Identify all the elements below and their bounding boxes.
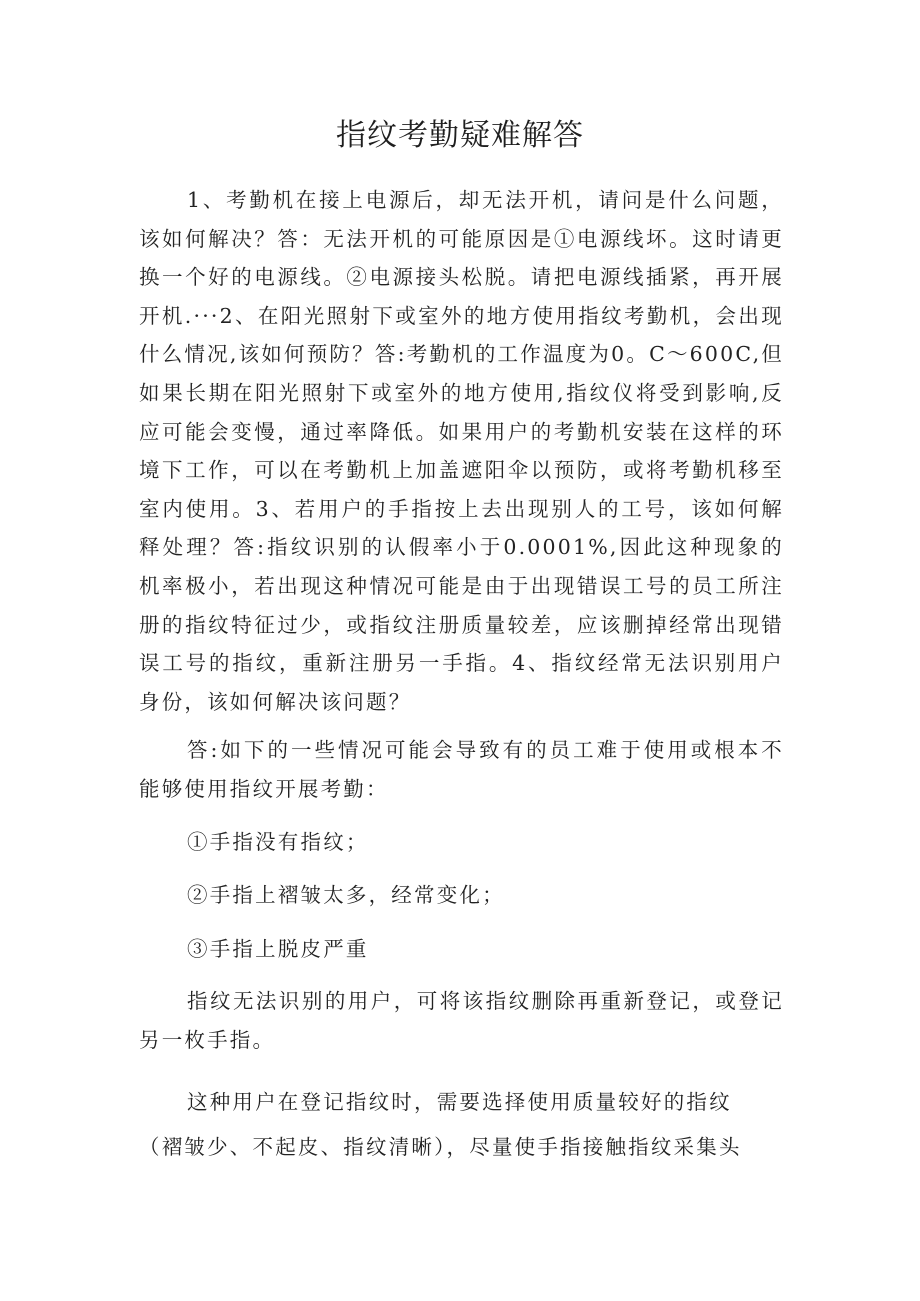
paragraph-enrollment-detail: （褶皱少、不起皮、指纹清晰），尽量使手指接触指纹采集头 [139, 1135, 742, 1160]
document-title: 指纹考勤疑难解答 [336, 118, 584, 153]
paragraph-reason-1: ①手指没有指纹； [187, 829, 369, 854]
paragraph-reason-2: ②手指上褶皱太多，经常变化； [187, 883, 505, 908]
paragraph-solution: 指纹无法识别的用户，可将该指纹删除再重新登记，或登记另一枚手指。 [139, 989, 784, 1052]
paragraph-faq-1-to-4: 1、考勤机在接上电源后，却无法开机，请问是什么问题，该如何解决？答：无法开机的可能原因是①电源线坏。这时请更换一个好的电源线。②电源接头松脱。请把电源线插紧，再开展开机.···2、在阳光照射下或室外的地方使用指纹考勤机，会出现什么情况,该如何预防？答:考勤机的工作温度为0。C～600C,但如果长期在阳光照射下或室外的地方使用,指纹仪将受到影响,反应可能会变慢，通过率降低。如果用户的考勤机安装在这样的环境下工作，可以在考勤机上加盖遮阳伞以预防，或将考勤机移至室内使用。3、若用户的手指按上去出现别人的工号，该如何解释处理？答:指纹识别的认假率小于0.0001%,因此这种现象的机率极小，若出现这种情况可能是由于出现错误工号的员工所注册的指纹特征过少，或指纹注册质量较差，应该删掉经常出现错误工号的指纹，重新注册另一手指。4、指纹经常无法识别用户身份，该如何解决该问题？ [139, 188, 784, 714]
paragraph-enrollment-tip: 这种用户在登记指纹时，需要选择使用质量较好的指纹 [187, 1090, 732, 1115]
paragraph-answer-intro: 答:如下的一些情况可能会导致有的员工难于使用或根本不能够使用指纹开展考勤： [139, 738, 784, 801]
paragraph-reason-3: ③手指上脱皮严重 [187, 936, 369, 961]
document-body [139, 181, 784, 1167]
